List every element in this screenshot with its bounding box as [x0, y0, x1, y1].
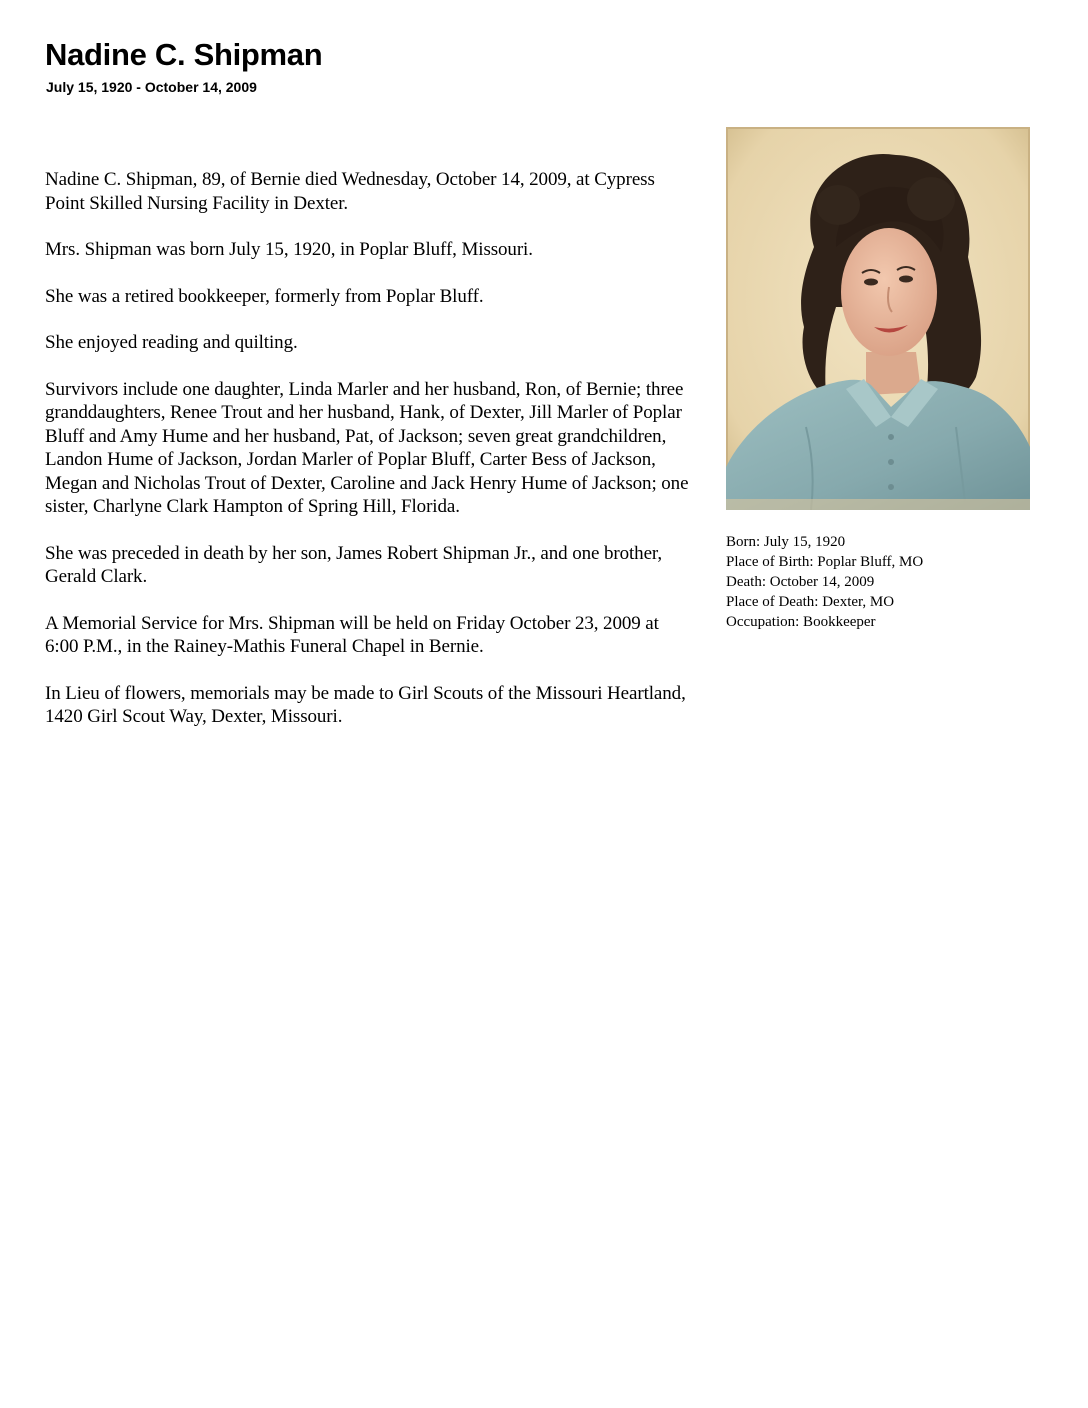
obituary-paragraph: Nadine C. Shipman, 89, of Bernie died Wednesday, October 14, 2009, at Cypress Point Skilled Nursing Facility in Dexter.	[45, 169, 655, 214]
fact-occupation: Occupation: Bookkeeper	[726, 614, 876, 630]
fact-death: Death: October 14, 2009	[726, 574, 875, 590]
obituary-paragraph: She enjoyed reading and quilting.	[45, 332, 298, 353]
fact-born: Born: July 15, 1920	[726, 534, 846, 550]
vital-facts	[726, 532, 923, 632]
obituary-paragraph: She was preceded in death by her son, James Robert Shipman Jr., and one brother, Gerald Clark.	[45, 542, 663, 587]
fact-place-of-death: Place of Death: Dexter, MO	[726, 594, 895, 610]
fact-place-of-birth: Place of Birth: Poplar Bluff, MO	[726, 554, 924, 570]
life-dates: July 15, 1920 - October 14, 2009	[46, 79, 257, 95]
obituary-text	[45, 168, 695, 752]
deceased-name: Nadine C. Shipman	[45, 37, 323, 72]
obituary-paragraph: A Memorial Service for Mrs. Shipman will be held on Friday October 23, 2009 at 6:00 P.M., in the Rainey-Mathis Funeral Chapel in Bernie.	[45, 612, 659, 657]
obituary-paragraph: She was a retired bookkeeper, formerly from Poplar Bluff.	[45, 285, 484, 307]
portrait-photo	[726, 127, 1030, 510]
obituary-paragraph: Mrs. Shipman was born July 15, 1920, in Poplar Bluff, Missouri.	[45, 239, 533, 260]
obituary-paragraph: In Lieu of flowers, memorials may be made to Girl Scouts of the Missouri Heartland, 1420 Girl Scout Way, Dexter, Missouri.	[45, 682, 686, 727]
obituary-paragraph: Survivors include one daughter, Linda Marler and her husband, Ron, of Bernie; three granddaughters, Renee Trout and her husband, Hank, of Dexter, Jill Marler of Poplar Bluff and Amy Hume and her husband, Pat, of Jackson; seven great grandchildren, Landon Hume of Jackson, Jordan Marler of Poplar Bluff, Carter Bess of Jackson, Megan and Nicholas Trout of Dexter, Caroline and Jack Henry Hume of Jackson; one sister, Charlyne Clark Hampton of Spring Hill, Florida.	[45, 378, 689, 517]
